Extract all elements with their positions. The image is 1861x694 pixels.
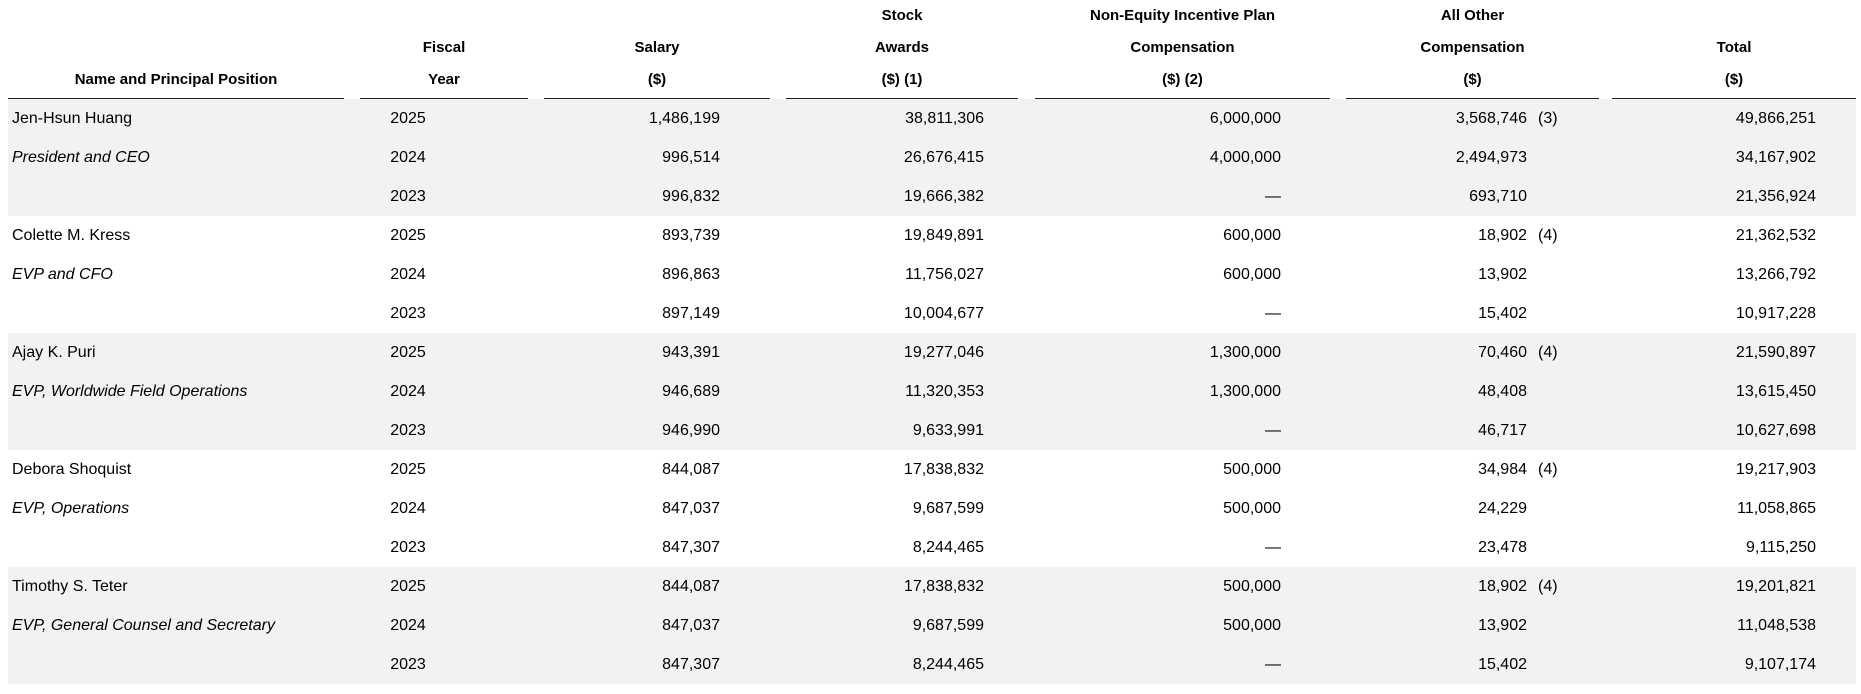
executive-title: EVP, Operations — [12, 500, 130, 517]
fiscal-year-cell: 2023 — [390, 539, 426, 556]
total-cell: 11,048,538 — [1737, 617, 1816, 634]
footnote-ref: (4) — [1538, 578, 1558, 595]
executive-name: Jen-Hsun Huang — [12, 110, 133, 127]
non-equity-cell: 500,000 — [1223, 461, 1281, 478]
stock-awards-cell: 17,838,832 — [903, 578, 984, 595]
salary-cell: 897,149 — [662, 305, 720, 322]
non-equity-cell: 4,000,000 — [1209, 149, 1281, 166]
salary-cell: 844,087 — [662, 578, 720, 595]
total-cell: 34,167,902 — [1735, 149, 1816, 166]
header-total-line1: Total — [1716, 39, 1752, 56]
salary-cell: 844,087 — [662, 461, 720, 478]
header-all-other — [1346, 0, 1599, 99]
table-row — [8, 372, 1856, 411]
all-other-cell: 70,460 — [1478, 344, 1527, 361]
executive-title: EVP and CFO — [12, 266, 113, 283]
fiscal-year-cell: 2023 — [390, 188, 426, 205]
stock-awards-cell: 26,676,415 — [903, 149, 984, 166]
header-non-equity-line2: Compensation — [1130, 39, 1235, 56]
stock-awards-cell: 9,633,991 — [912, 422, 984, 439]
header-non-equity-line3: ($) (2) — [1162, 71, 1203, 88]
header-fiscal-year-line1: Fiscal — [422, 39, 466, 56]
header-stock-awards-line2: Awards — [875, 39, 929, 56]
total-cell: 19,201,821 — [1735, 578, 1816, 595]
table-row — [8, 255, 1856, 294]
all-other-cell: 23,478 — [1478, 539, 1527, 556]
all-other-cell: 13,902 — [1478, 617, 1527, 634]
header-name-position-label: Name and Principal Position — [74, 71, 278, 88]
header-all-other-line1: All Other — [1440, 7, 1505, 24]
total-cell: 19,217,903 — [1735, 461, 1816, 478]
stock-awards-cell: 9,687,599 — [912, 617, 984, 634]
all-other-cell: 15,402 — [1478, 305, 1527, 322]
footnote-ref: (4) — [1538, 461, 1558, 478]
fiscal-year-cell: 2023 — [390, 305, 426, 322]
non-equity-cell: 500,000 — [1223, 500, 1281, 517]
total-cell: 11,058,865 — [1737, 500, 1816, 517]
total-cell: 10,627,698 — [1735, 422, 1816, 439]
executive-title: EVP, Worldwide Field Operations — [12, 383, 248, 400]
header-stock-awards-line3: ($) (1) — [881, 71, 923, 88]
non-equity-cell: — — [1265, 656, 1281, 673]
non-equity-cell: 500,000 — [1223, 617, 1281, 634]
table-row — [8, 606, 1856, 645]
total-cell: 21,590,897 — [1735, 344, 1816, 361]
fiscal-year-cell: 2023 — [390, 656, 426, 673]
salary-cell: 946,689 — [662, 383, 720, 400]
all-other-cell: 13,902 — [1478, 266, 1527, 283]
all-other-cell: 2,494,973 — [1455, 149, 1527, 166]
executive-name: Colette M. Kress — [12, 227, 131, 244]
total-cell: 10,917,228 — [1735, 305, 1816, 322]
footnote-ref — [1538, 294, 1578, 333]
stock-awards-cell: 19,277,046 — [903, 344, 984, 361]
table-row — [8, 450, 1856, 489]
non-equity-cell: 1,300,000 — [1209, 344, 1281, 361]
fiscal-year-cell: 2023 — [390, 422, 426, 439]
all-other-cell: 18,902 — [1478, 578, 1527, 595]
footnote-ref — [1538, 411, 1578, 450]
executive-title: EVP, General Counsel and Secretary — [12, 617, 275, 634]
header-name-position — [8, 0, 344, 99]
header-total-line2: ($) — [1724, 71, 1744, 88]
stock-awards-cell: 38,811,306 — [905, 110, 984, 127]
stock-awards-cell: 9,687,599 — [912, 500, 984, 517]
footnote-ref — [1538, 255, 1578, 294]
total-cell: 21,356,924 — [1735, 188, 1816, 205]
salary-cell: 847,037 — [662, 500, 720, 517]
header-stock-awards — [786, 0, 1018, 99]
non-equity-cell: 1,300,000 — [1209, 383, 1281, 400]
all-other-cell: 15,402 — [1478, 656, 1527, 673]
executive-name: Timothy S. Teter — [12, 578, 128, 595]
stock-awards-cell: 8,244,465 — [912, 539, 984, 556]
fiscal-year-cell: 2024 — [390, 500, 426, 517]
table-row — [8, 294, 1856, 333]
table-row — [8, 645, 1856, 684]
non-equity-cell: — — [1265, 188, 1281, 205]
fiscal-year-cell: 2025 — [390, 461, 426, 478]
table-row — [8, 99, 1856, 138]
fiscal-year-cell: 2025 — [390, 227, 426, 244]
fiscal-year-cell: 2024 — [390, 617, 426, 634]
total-cell: 9,115,250 — [1746, 539, 1816, 556]
non-equity-cell: 500,000 — [1223, 578, 1281, 595]
table-row — [8, 489, 1856, 528]
salary-cell: 847,307 — [662, 656, 720, 673]
table-row — [8, 177, 1856, 216]
header-salary — [544, 0, 770, 99]
footnote-ref — [1538, 645, 1578, 684]
salary-cell: 946,990 — [662, 422, 720, 439]
fiscal-year-cell: 2025 — [390, 578, 426, 595]
total-cell: 21,362,532 — [1735, 227, 1816, 244]
total-cell: 49,866,251 — [1735, 110, 1816, 127]
fiscal-year-cell: 2024 — [390, 383, 426, 400]
total-cell: 13,266,792 — [1735, 266, 1816, 283]
stock-awards-cell: 11,320,353 — [905, 383, 984, 400]
footnote-ref — [1538, 606, 1578, 645]
table-row — [8, 138, 1856, 177]
footnote-ref — [1538, 138, 1578, 177]
fiscal-year-cell: 2025 — [390, 110, 426, 127]
all-other-cell: 3,568,746 — [1455, 110, 1527, 127]
stock-awards-cell: 19,849,891 — [903, 227, 984, 244]
header-salary-line2: ($) — [647, 71, 667, 88]
salary-cell: 1,486,199 — [648, 110, 720, 127]
salary-cell: 996,514 — [662, 149, 720, 166]
stock-awards-cell: 10,004,677 — [903, 305, 984, 322]
salary-cell: 847,037 — [662, 617, 720, 634]
header-fiscal-year-line2: Year — [428, 71, 460, 88]
executive-name: Debora Shoquist — [12, 461, 132, 478]
footnote-ref — [1538, 489, 1578, 528]
footnote-ref — [1538, 177, 1578, 216]
salary-cell: 896,863 — [662, 266, 720, 283]
table-row — [8, 411, 1856, 450]
header-non-equity — [1035, 0, 1330, 99]
non-equity-cell: 600,000 — [1223, 266, 1281, 283]
all-other-cell: 48,408 — [1478, 383, 1527, 400]
stock-awards-cell: 19,666,382 — [903, 188, 984, 205]
stock-awards-cell: 11,756,027 — [905, 266, 984, 283]
footnote-ref — [1538, 528, 1578, 567]
header-stock-awards-line1: Stock — [881, 7, 923, 24]
header-non-equity-line1: Non-Equity Incentive Plan — [1089, 7, 1276, 24]
header-salary-line1: Salary — [634, 39, 680, 56]
executive-title: President and CEO — [12, 149, 150, 166]
table-row — [8, 333, 1856, 372]
total-cell: 9,107,174 — [1744, 656, 1816, 673]
header-all-other-line3: ($) — [1463, 71, 1482, 88]
non-equity-cell: 6,000,000 — [1209, 110, 1281, 127]
fiscal-year-cell: 2024 — [390, 266, 426, 283]
non-equity-cell: — — [1265, 539, 1281, 556]
non-equity-cell: — — [1265, 422, 1281, 439]
salary-cell: 943,391 — [662, 344, 720, 361]
table-row — [8, 216, 1856, 255]
all-other-cell: 24,229 — [1478, 500, 1527, 517]
salary-cell: 893,739 — [662, 227, 720, 244]
footnote-ref: (3) — [1538, 110, 1558, 127]
all-other-cell: 18,902 — [1478, 227, 1527, 244]
footnote-ref: (4) — [1538, 227, 1558, 244]
all-other-cell: 46,717 — [1478, 422, 1527, 439]
total-cell: 13,615,450 — [1735, 383, 1816, 400]
footnote-ref — [1538, 372, 1578, 411]
salary-cell: 847,307 — [662, 539, 720, 556]
header-all-other-line2: Compensation — [1420, 39, 1525, 56]
non-equity-cell: — — [1265, 305, 1281, 322]
header-fiscal-year — [360, 0, 528, 99]
header-total — [1612, 0, 1856, 99]
footnote-ref: (4) — [1538, 344, 1558, 361]
stock-awards-cell: 17,838,832 — [903, 461, 984, 478]
non-equity-cell: 600,000 — [1223, 227, 1281, 244]
stock-awards-cell: 8,244,465 — [912, 656, 984, 673]
all-other-cell: 693,710 — [1469, 188, 1527, 205]
table-row — [8, 567, 1856, 606]
fiscal-year-cell: 2024 — [390, 149, 426, 166]
fiscal-year-cell: 2025 — [390, 344, 426, 361]
all-other-cell: 34,984 — [1478, 461, 1527, 478]
executive-name: Ajay K. Puri — [12, 344, 96, 361]
table-row — [8, 528, 1856, 567]
salary-cell: 996,832 — [662, 188, 720, 205]
